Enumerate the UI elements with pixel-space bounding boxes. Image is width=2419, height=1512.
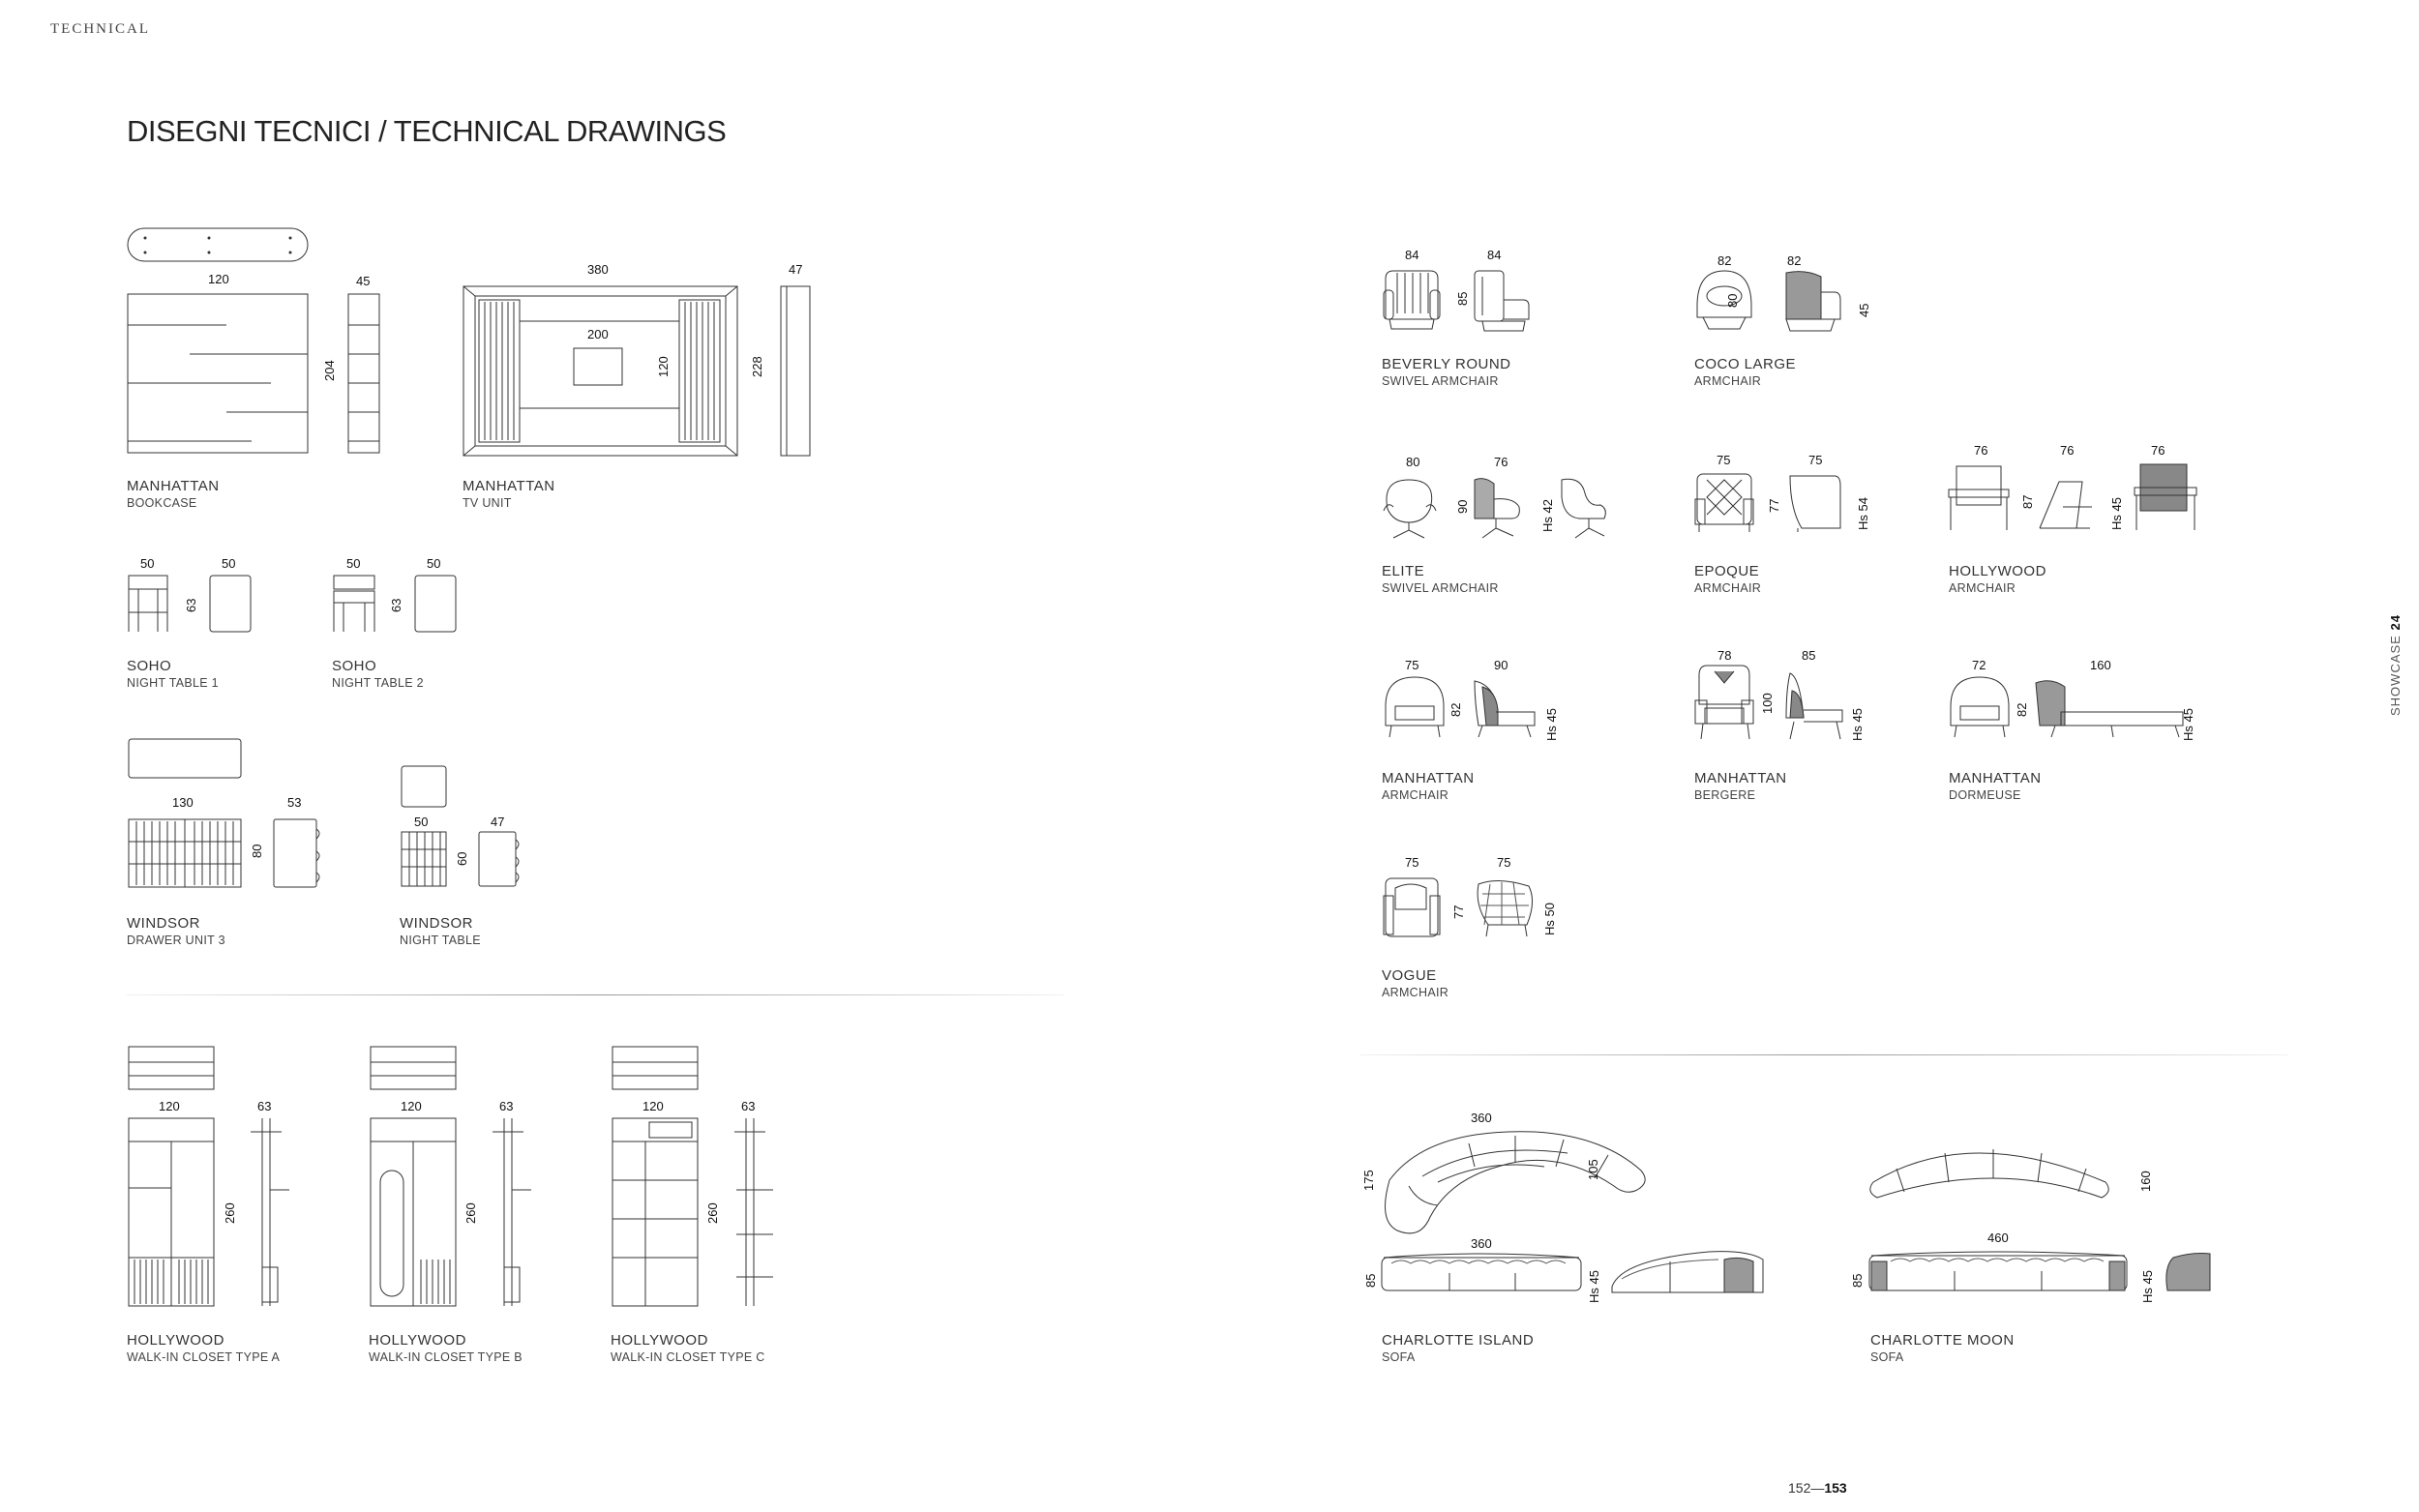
dim-height: 80	[1725, 293, 1740, 308]
dim-length: 160	[2090, 658, 2111, 672]
dim-depth: 47	[491, 815, 505, 829]
item-name: MANHATTAN	[1694, 770, 1787, 786]
dim-height: 85	[1363, 1273, 1378, 1288]
dim-seat-height: Hs 45	[2109, 497, 2124, 530]
dim-seat-height: Hs 42	[1540, 499, 1555, 532]
windsor-night-drawing	[400, 764, 535, 919]
divider-right	[1359, 1054, 2288, 1055]
item-type: ARMCHAIR	[1382, 986, 1449, 999]
dim-height: 77	[1451, 904, 1466, 919]
item-type: BOOKCASE	[127, 496, 197, 510]
dim-depth: 53	[287, 795, 302, 810]
dim-width: 75	[1405, 658, 1419, 672]
item-type: SWIVEL ARMCHAIR	[1382, 581, 1499, 595]
item-type: ARMCHAIR	[1694, 581, 1762, 595]
dim-width: 120	[401, 1099, 422, 1113]
dim-height: 77	[1767, 498, 1781, 513]
coco-drawing	[1693, 267, 1867, 344]
item-type: SOFA	[1870, 1350, 1904, 1364]
dim-height: 260	[223, 1202, 237, 1224]
dim-depth: 160	[2138, 1171, 2153, 1192]
elite-drawing	[1382, 470, 1624, 548]
item-name: CHARLOTTE MOON	[1870, 1332, 2015, 1349]
dim-height: 63	[389, 598, 403, 612]
dim-height: 204	[322, 360, 337, 381]
dim-seat-height: Hs 45	[2140, 1270, 2155, 1303]
item-name: BEVERLY ROUND	[1382, 356, 1511, 372]
dim-width: 120	[159, 1099, 180, 1113]
closet-c-drawing	[611, 1045, 804, 1316]
dim-height: 87	[2020, 494, 2035, 509]
dim-depth: 90	[1494, 658, 1508, 672]
dim-width-front: 360	[1471, 1236, 1492, 1251]
vogue-drawing	[1382, 875, 1556, 952]
item-type: SOFA	[1382, 1350, 1416, 1364]
dim-depth: 45	[356, 274, 371, 288]
dim-depth: 63	[499, 1099, 514, 1113]
item-type: ARMCHAIR	[1949, 581, 2016, 595]
dim-depth: 75	[1497, 855, 1511, 870]
item-name: MANHATTAN	[1949, 770, 2042, 786]
tv-unit-drawing	[462, 282, 829, 461]
dim-width: 75	[1717, 453, 1731, 467]
dim-width: 82	[1717, 253, 1732, 268]
item-type: NIGHT TABLE 1	[127, 676, 219, 690]
dim-seat-height: Hs 45	[1544, 708, 1559, 741]
manhattan-armchair-drawing	[1382, 673, 1556, 751]
dim-width: 120	[208, 272, 229, 286]
item-type: DORMEUSE	[1949, 788, 2021, 802]
item-type: WALK-IN CLOSET TYPE B	[369, 1350, 523, 1364]
item-name: SOHO	[127, 658, 172, 674]
item-name: ELITE	[1382, 563, 1425, 579]
dim-height: 228	[750, 356, 764, 377]
dim-width: 72	[1972, 658, 1986, 672]
item-type: DRAWER UNIT 3	[127, 934, 225, 947]
dim-height: 80	[250, 844, 264, 858]
closet-b-drawing	[369, 1045, 562, 1316]
dim-depth: 82	[1787, 253, 1802, 268]
dim-height: 90	[1455, 499, 1470, 514]
dim-height: 100	[1760, 693, 1775, 714]
dim-width: 130	[172, 795, 194, 810]
dim-depth: 85	[1802, 648, 1816, 663]
dim-depth: 75	[1808, 453, 1823, 467]
item-name: WINDSOR	[127, 915, 200, 932]
dim-height: 85	[1455, 291, 1470, 306]
page-numbers: 152—153	[1788, 1480, 1847, 1496]
dim-width: 50	[140, 556, 155, 571]
bookcase-drawing	[126, 226, 416, 459]
item-name: HOLLYWOOD	[369, 1332, 466, 1349]
charlotte-moon-drawing	[1867, 1132, 2255, 1325]
dim-width-1: 76	[1974, 443, 1988, 458]
dim-width: 78	[1717, 648, 1732, 663]
dim-depth-left: 175	[1361, 1170, 1376, 1191]
dim-depth: 50	[427, 556, 441, 571]
closet-a-drawing	[127, 1045, 320, 1316]
dim-seat-height: Hs 45	[1850, 708, 1865, 741]
item-name: VOGUE	[1382, 967, 1437, 984]
dim-width: 84	[1405, 248, 1419, 262]
item-type: WALK-IN CLOSET TYPE C	[611, 1350, 765, 1364]
item-type: NIGHT TABLE	[400, 934, 481, 947]
item-name: WINDSOR	[400, 915, 473, 932]
item-type: NIGHT TABLE 2	[332, 676, 424, 690]
item-name: SOHO	[332, 658, 377, 674]
dim-depth: 76	[1494, 455, 1508, 469]
dim-depth: 63	[257, 1099, 272, 1113]
divider-left	[126, 994, 1064, 995]
dim-depth-right: 105	[1586, 1159, 1600, 1180]
dim-seat-height: 45	[1857, 303, 1871, 317]
dim-height: 260	[705, 1202, 720, 1224]
dim-seat-height: Hs 45	[1587, 1270, 1601, 1303]
dim-width: 460	[1987, 1230, 2009, 1245]
dim-width: 380	[587, 262, 609, 277]
item-name: MANHATTAN	[127, 478, 220, 494]
item-type: ARMCHAIR	[1694, 374, 1762, 388]
dim-height: 82	[1448, 702, 1463, 717]
dim-width-3: 76	[2151, 443, 2165, 458]
dim-inner-height: 120	[656, 356, 671, 377]
item-name: MANHATTAN	[1382, 770, 1475, 786]
item-type: BERGERE	[1694, 788, 1756, 802]
dim-depth: 63	[741, 1099, 756, 1113]
item-name: EPOQUE	[1694, 563, 1760, 579]
dim-height: 260	[463, 1202, 478, 1224]
dim-depth: 47	[789, 262, 803, 277]
manhattan-bergere-drawing	[1693, 662, 1867, 749]
dim-height: 60	[455, 851, 469, 866]
dim-depth: 50	[222, 556, 236, 571]
dim-width: 80	[1406, 455, 1420, 469]
item-type: SWIVEL ARMCHAIR	[1382, 374, 1499, 388]
item-name: HOLLYWOOD	[1949, 563, 2046, 579]
item-type: WALK-IN CLOSET TYPE A	[127, 1350, 281, 1364]
windsor-drawer-drawing	[127, 737, 330, 892]
manhattan-dormeuse-drawing	[1947, 673, 2198, 751]
hollywood-armchair-drawing	[1947, 462, 2208, 540]
item-name: COCO LARGE	[1694, 356, 1797, 372]
dim-seat-height: Hs 54	[1856, 497, 1870, 530]
dim-height: 63	[184, 598, 198, 612]
dim-width-2: 76	[2060, 443, 2075, 458]
item-name: HOLLYWOOD	[127, 1332, 224, 1349]
dim-width: 75	[1405, 855, 1419, 870]
item-name: MANHATTAN	[463, 478, 555, 494]
dim-seat-height: Hs 50	[1542, 903, 1557, 935]
dim-height: 82	[2015, 702, 2029, 717]
item-name: HOLLYWOOD	[611, 1332, 708, 1349]
side-label: SHOWCASE 24	[2388, 614, 2403, 716]
item-type: TV UNIT	[463, 496, 512, 510]
dim-seat-height: Hs 45	[2181, 708, 2195, 741]
dim-height: 85	[1850, 1273, 1865, 1288]
item-type: ARMCHAIR	[1382, 788, 1449, 802]
dim-width-top: 360	[1471, 1111, 1492, 1125]
dim-inner-width: 200	[587, 327, 609, 341]
dim-width: 120	[642, 1099, 664, 1113]
section-header: TECHNICAL	[50, 21, 150, 37]
item-name: CHARLOTTE ISLAND	[1382, 1332, 1535, 1349]
dim-width: 50	[346, 556, 361, 571]
dim-depth: 84	[1487, 248, 1502, 262]
page-title: DISEGNI TECNICI / TECHNICAL DRAWINGS	[127, 114, 727, 148]
dim-width: 50	[414, 815, 429, 829]
